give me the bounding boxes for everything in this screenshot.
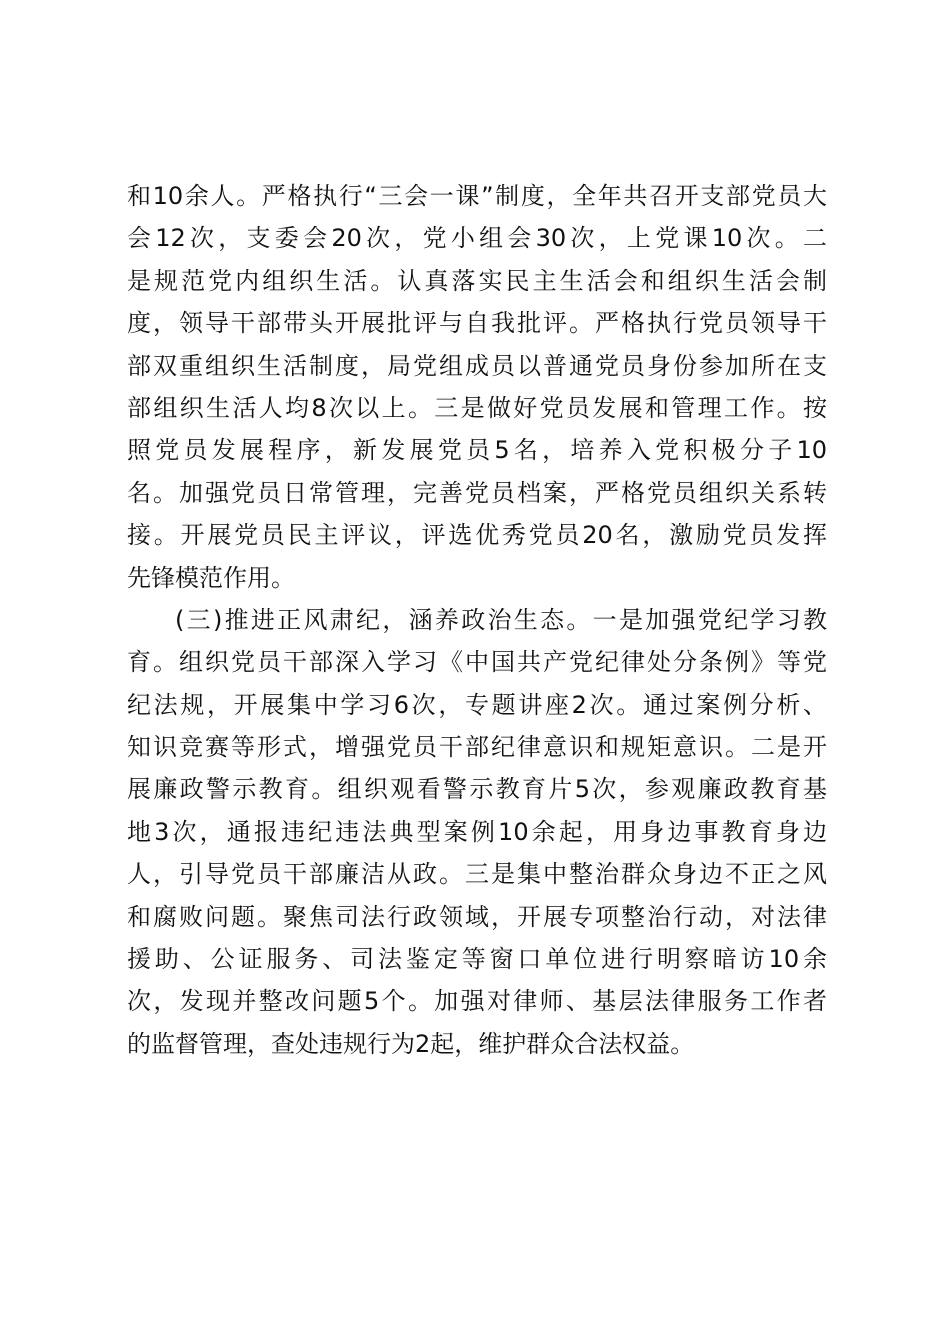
text-line: 部组织生活人均8次以上。三是做好党员发展和管理工作。按	[127, 393, 827, 422]
text-line: 度，领导干部带头开展批评与自我批评。严格执行党员领导干	[127, 309, 827, 338]
text-line: 地3次，通报违纪违法典型案例10余起，用身边事教育身边	[127, 817, 827, 846]
text-line: 和10余人。严格执行“三会一课”制度，全年共召开支部党员大	[127, 182, 827, 210]
text-line: 名。加强党员日常管理，完善党员档案，严格党员组织关系转	[127, 478, 827, 507]
paragraph-end-line: 先锋模范作用。	[127, 563, 295, 592]
text-line: 照党员发展程序，新发展党员5名，培养入党积极分子10	[127, 436, 827, 465]
text-line: 援助、公证服务、司法鉴定等窗口单位进行明察暗访10余	[127, 945, 827, 974]
text-line: 接。开展党员民主评议，评选优秀党员20名，激励党员发挥	[127, 521, 827, 550]
text-line: 展廉政警示教育。组织观看警示教育片5次，参观廉政教育基	[127, 775, 827, 804]
text-line: 次，发现并整改问题5个。加强对律师、基层法律服务工作者	[127, 987, 827, 1016]
text-line: 会12次，支委会20次，党小组会30次，上党课10次。二	[127, 224, 827, 253]
body-text	[127, 175, 827, 1065]
text-line: 知识竞赛等形式，增强党员干部纪律意识和规矩意识。二是开	[127, 733, 827, 762]
section-heading-line: (三)推进正风肃纪，涵养政治生态。一是加强党纪学习教	[175, 605, 827, 634]
text-line: 部双重组织生活制度，局党组成员以普通党员身份参加所在支	[127, 351, 827, 380]
text-line: 和腐败问题。聚焦司法行政领域，开展专项整治行动，对法律	[127, 902, 827, 931]
text-line: 纪法规，开展集中学习6次，专题讲座2次。通过案例分析、	[127, 690, 827, 719]
text-line: 是规范党内组织生活。认真落实民主生活会和组织生活会制	[127, 266, 827, 295]
text-line: 育。组织党员干部深入学习《中国共产党纪律处分条例》等党	[127, 648, 827, 677]
text-line: 人，引导党员干部廉洁从政。三是集中整治群众身边不正之风	[127, 860, 827, 889]
paragraph-end-line: 的监督管理，查处违规行为2起，维护群众合法权益。	[127, 1029, 695, 1058]
